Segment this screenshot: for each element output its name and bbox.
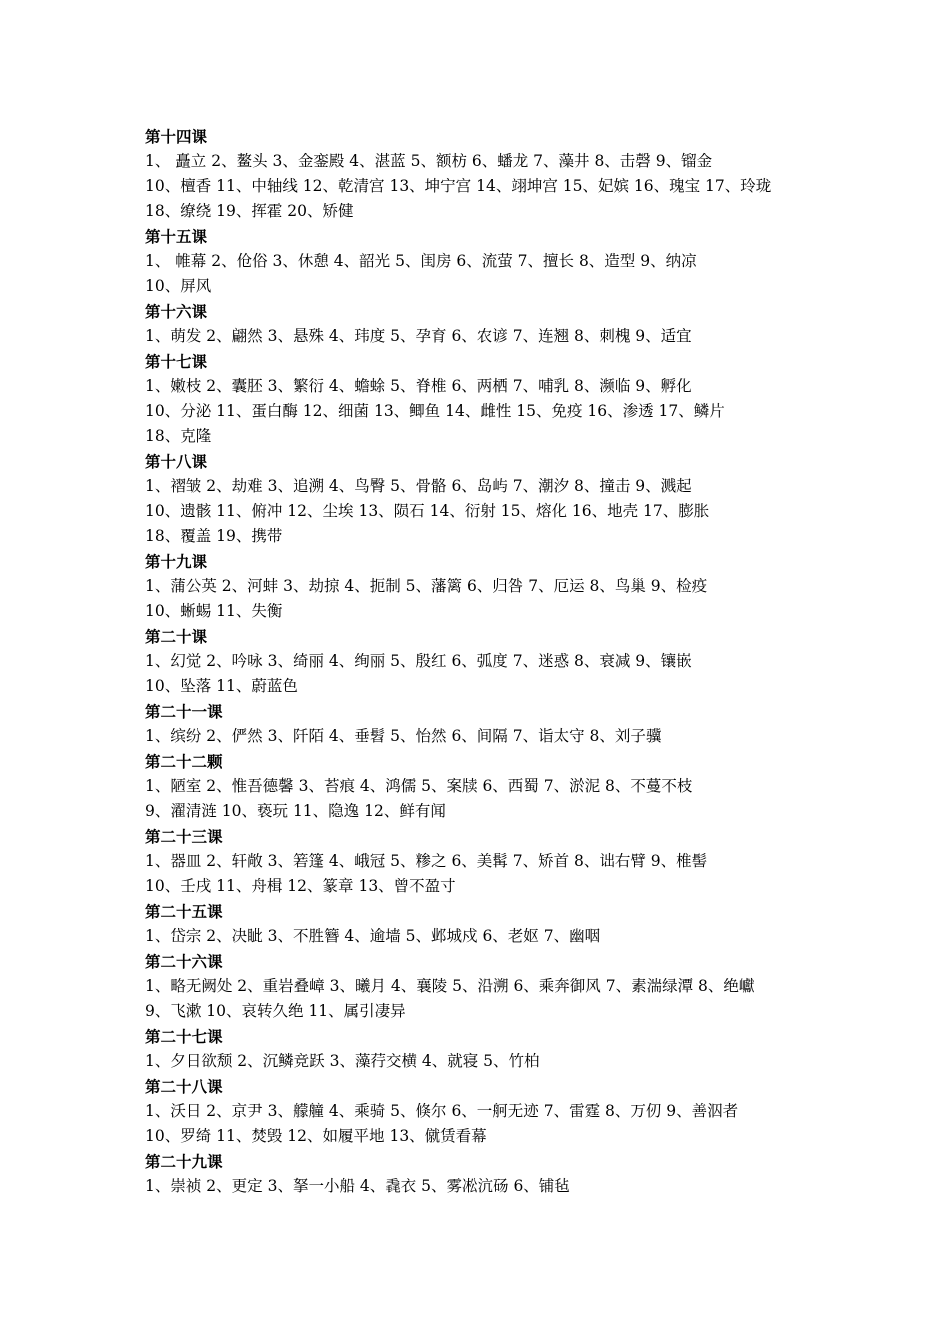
lesson-line: 10、罗绮 11、焚毁 12、如履平地 13、僦赁看幕 (145, 1127, 487, 1145)
lesson-line: 18、克隆 (145, 427, 212, 445)
lesson-line: 1、夕日欲颓 2、沉鳞竞跃 3、藻荇交横 4、就寝 5、竹柏 (145, 1052, 540, 1070)
lesson-line: 10、檀香 11、中轴线 12、乾清宫 13、坤宁宫 14、翊坤宫 15、妃嫔 16、瑰宝 17、玲珑 (145, 177, 772, 195)
lesson-line: 1、幻觉 2、吟咏 3、绮丽 4、绚丽 5、殷红 6、弧度 7、迷惑 8、衰减 9、镶嵌 (145, 652, 692, 670)
lesson-line: 1、 矗立 2、鳌头 3、金銮殿 4、湛蓝 5、额枋 6、蟠龙 7、藻井 8、击磬 9、镏金 (145, 152, 713, 170)
lesson-title: 第二十三课 (145, 827, 223, 846)
lesson-section (145, 1024, 845, 1074)
lesson-title: 第十八课 (145, 452, 208, 471)
lesson-line: 1、陋室 2、惟吾德馨 3、苔痕 4、鸿儒 5、案牍 6、西蜀 7、淤泥 8、不蔓不枝 (145, 777, 693, 795)
lesson-line: 1、蒲公英 2、河蚌 3、劫掠 4、扼制 5、藩篱 6、归咎 7、厄运 8、鸟巢 9、检疫 (145, 577, 708, 595)
vocabulary-list (145, 124, 845, 1199)
lesson-section (145, 449, 845, 549)
lesson-section (145, 224, 845, 299)
lesson-section (145, 549, 845, 624)
lesson-line: 18、覆盖 19、携带 (145, 527, 283, 545)
lesson-title: 第十五课 (145, 227, 208, 246)
lesson-section (145, 699, 845, 749)
lesson-title: 第十九课 (145, 552, 208, 571)
lesson-section (145, 749, 845, 824)
lesson-line: 1、沃日 2、京尹 3、艨艟 4、乘骑 5、倏尔 6、一舸无迹 7、雷霆 8、万仞 9、善泅者 (145, 1102, 739, 1120)
lesson-line: 1、褶皱 2、劫难 3、追溯 4、鸟臀 5、骨骼 6、岛屿 7、潮汐 8、撞击 9、溅起 (145, 477, 692, 495)
lesson-title: 第二十五课 (145, 902, 223, 921)
lesson-section (145, 899, 845, 949)
lesson-title: 第二十课 (145, 627, 208, 646)
lesson-title: 第二十九课 (145, 1152, 223, 1171)
lesson-line: 1、岱宗 2、决眦 3、不胜簪 4、逾墙 5、邺城戍 6、老妪 7、幽咽 (145, 927, 601, 945)
lesson-line: 10、遗骸 11、俯冲 12、尘埃 13、陨石 14、衍射 15、熔化 16、地壳 17、膨胀 (145, 502, 710, 520)
lesson-section (145, 124, 845, 224)
lesson-line: 1、嫩枝 2、囊胚 3、繁衍 4、蟾蜍 5、脊椎 6、两栖 7、哺乳 8、濒临 9、孵化 (145, 377, 692, 395)
lesson-title: 第二十七课 (145, 1027, 223, 1046)
lesson-line: 1、器皿 2、轩敞 3、箬篷 4、峨冠 5、糁之 6、美髯 7、矫首 8、诎右臂 9、椎髻 (145, 852, 708, 870)
lesson-title: 第二十二颗 (145, 752, 223, 771)
lesson-section (145, 824, 845, 899)
lesson-line: 1、略无阙处 2、重岩叠嶂 3、曦月 4、襄陵 5、沿溯 6、乘奔御风 7、素湍绿潭 8、绝巘 (145, 977, 755, 995)
lesson-line: 10、分泌 11、蛋白酶 12、细菌 13、鲫鱼 14、雌性 15、免疫 16、渗透 17、鳞片 (145, 402, 725, 420)
lesson-section (145, 1149, 845, 1199)
lesson-section (145, 1074, 845, 1149)
lesson-section (145, 949, 845, 1024)
lesson-line: 10、壬戌 11、舟楫 12、篆章 13、曾不盈寸 (145, 877, 456, 895)
lesson-line: 1、萌发 2、翩然 3、悬殊 4、玮度 5、孕育 6、农谚 7、连翘 8、刺槐 9、适宜 (145, 327, 692, 345)
lesson-line: 10、屏风 (145, 277, 212, 295)
lesson-line: 1、崇祯 2、更定 3、拏一小船 4、毳衣 5、雾凇沆砀 6、铺毡 (145, 1177, 570, 1195)
lesson-line: 10、坠落 11、蔚蓝色 (145, 677, 298, 695)
lesson-title: 第二十八课 (145, 1077, 223, 1096)
lesson-line: 1、 帷幕 2、伧俗 3、休憩 4、韶光 5、闺房 6、流萤 7、擅长 8、造型 9、纳凉 (145, 252, 697, 270)
lesson-section (145, 624, 845, 699)
lesson-line: 9、濯清涟 10、亵玩 11、隐逸 12、鲜有闻 (145, 802, 446, 820)
lesson-line: 9、飞漱 10、哀转久绝 11、属引凄异 (145, 1002, 406, 1020)
lesson-section (145, 299, 845, 349)
lesson-title: 第二十一课 (145, 702, 223, 721)
lesson-line: 1、缤纷 2、俨然 3、阡陌 4、垂髫 5、怡然 6、间隔 7、诣太守 8、刘子骥 (145, 727, 662, 745)
lesson-section (145, 349, 845, 449)
lesson-line: 18、缭绕 19、挥霍 20、矫健 (145, 202, 354, 220)
lesson-title: 第十六课 (145, 302, 208, 321)
lesson-title: 第十四课 (145, 127, 208, 146)
lesson-line: 10、蜥蜴 11、失衡 (145, 602, 283, 620)
lesson-title: 第二十六课 (145, 952, 223, 971)
lesson-title: 第十七课 (145, 352, 208, 371)
